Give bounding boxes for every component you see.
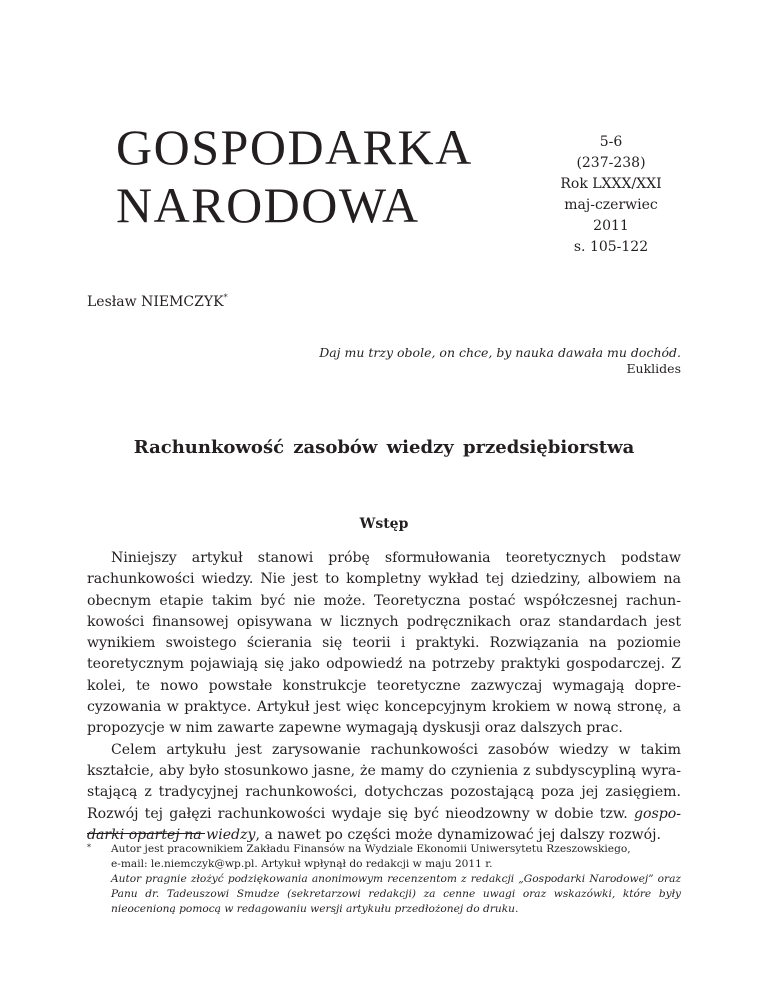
- author-last-name: NIEMCZYK: [141, 294, 224, 310]
- article-body: [87, 548, 681, 846]
- footnote-body: [111, 842, 681, 917]
- issue-months: maj-czerwiec: [564, 197, 658, 213]
- author-first-name: Lesław: [87, 294, 137, 310]
- journal-title: [116, 118, 516, 234]
- issue-cumulative-number: (237-238): [576, 155, 646, 171]
- footnote-divider: [87, 833, 205, 834]
- paragraph-2-start: Celem artykułu jest zarysowanie rachunkowości zasobów wiedzy w takim kształcie, aby było stosunkowo jasne, że mamy do czynienia z subdyscypliną wyrastającą z tradycyjnej rachunkowości, dotychczas pozostającą poza jej zasięgiem. Rozwój tej gałęzi rachunkowości wydaje się być nieodzowny w dobie tzw.: [87, 741, 681, 822]
- epigraph-source: Euklides: [626, 361, 681, 376]
- author-footnote-mark: *: [223, 293, 228, 302]
- issue-pages: s. 105-122: [573, 239, 649, 255]
- footnote: [87, 842, 681, 917]
- paragraph-2: [87, 740, 681, 846]
- footnote-affiliation-line-1: Autor jest pracownikiem Zakładu Finansów na Wydziale Ekonomii Uniwersytetu Rzeszowskiego,: [111, 843, 631, 855]
- paragraph-1: Niniejszy artykuł stanowi próbę sformułowania teoretycznych podstaw rachunkowości wiedzy. Nie jest to kompletny wykład tej dziedziny, albowiem na obecnym etapie takim być nie może. Teoretyczna postać współczesnej rachunkowości finansowej opisywana w licznych podręcznikach oraz standardach jest wynikiem swoistego ścierania się teorii i praktyki. Rozwiązania na poziomie teoretycznym pojawiają się jako odpowiedź na potrzeby praktyki gospodarczej. Z kolei, te nowo powstałe konstrukcje teoretyczne zazwyczaj wymagają doprecyzowania w praktyce. Artykuł jest więc koncepcyjnym krokiem w nową stronę, a propozycje w nim zawarte zapewne wymagają dyskusji oraz dalszych prac.: [87, 550, 681, 737]
- footnote-affiliation-line-2: e-mail: le.niemczyk@wp.pl. Artykuł wpłynął do redakcji w maju 2011 r.: [111, 858, 493, 870]
- article-title: Rachunkowość zasobów wiedzy przedsiębiorstwa: [133, 437, 635, 458]
- epigraph: [319, 345, 681, 377]
- section-heading: Wstęp: [359, 516, 409, 532]
- issue-number: 5-6: [599, 134, 623, 150]
- issue-year-volume: Rok LXXX/XXI: [560, 176, 662, 192]
- paragraph-2-end: , a nawet po części może dynamizować jej dalszy rozwój.: [255, 826, 661, 843]
- footnote-mark: *: [87, 843, 91, 852]
- issue-info: [556, 132, 666, 258]
- issue-year: 2011: [593, 218, 629, 234]
- journal-title-line-2: NARODOWA: [116, 177, 420, 233]
- footnote-acknowledgement: Autor pragnie złożyć podziękowania anonimowym recenzentom z redakcji „Gospodarki Narodowej” oraz Panu dr. Tadeuszowi Smudze (sekretarzowi redakcji) za cenne uwagi oraz wskazówki, które były nieocenioną pomocą w redagowaniu wersji artykułu przedłożonej do druku.: [111, 873, 681, 915]
- paragraph-2-italic-term: gospodarki opartej na wiedzy: [87, 805, 681, 843]
- journal-title-line-1: GOSPODARKA: [116, 119, 473, 175]
- author-line: [87, 289, 228, 311]
- epigraph-quote: Daj mu trzy obole, on chce, by nauka dawała mu dochód.: [319, 345, 681, 360]
